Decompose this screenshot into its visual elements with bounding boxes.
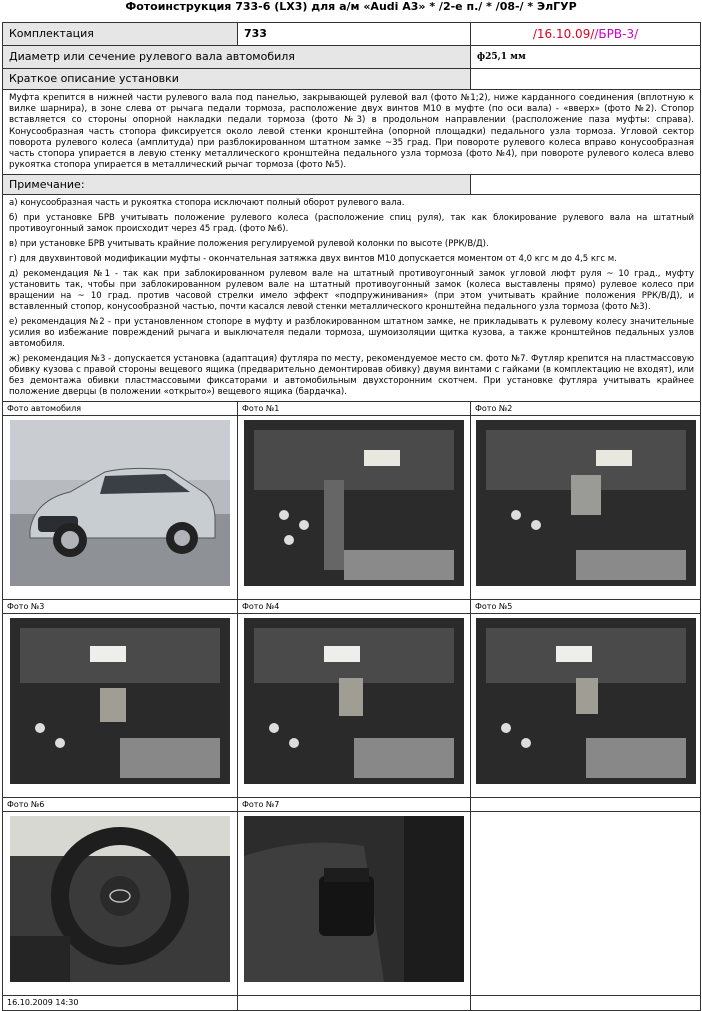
kit-row — [3, 23, 701, 46]
caption-photo-2: Фото №2 — [471, 402, 701, 416]
shaft-row — [3, 46, 701, 69]
notes-empty — [471, 175, 701, 195]
photo-7-cell — [238, 812, 471, 996]
photo-row-2 — [3, 614, 701, 798]
photo-5 — [476, 618, 696, 784]
photo-2 — [476, 420, 696, 586]
page-title: Фотоинструкция 733-6 (LX3) для а/м «Audi A3» * /2-е п./ * /08-/ * ЭлГУР — [125, 0, 577, 13]
summary-empty — [471, 69, 701, 90]
note-item: ж) рекомендация №3 - допускается установка (адаптация) футляра по месту, рекомендуемое место см. фото №7. Футляр крепится на пластмассовую обивку кузова с правой стороны вещевого ящика (предварительно демонтировав обивку) двумя винтами с гайками (в комплектацию не входят), или без демонтажа обивки пластмассовыми фиксаторами и автомобильным двухсторонним скотчем. При установке футляра учитывать крайнее положение дверцы (в положении «открыто») вещевого ящика (бардачка). — [9, 354, 694, 398]
footer-empty-1 — [238, 996, 471, 1011]
shaft-label: Диаметр или сечение рулевого вала автомобиля — [3, 46, 471, 69]
note-item: е) рекомендация №2 - при установленном стопоре в муфту и разблокированном штатном замке, не прикладывать к рулевому колесу значительные усилия во избежание повреждений рычага и выключателя педали тормоза, шумоизоляции щитка кузова, а также кронштейнов педальных узлов автомобиля. — [9, 317, 694, 350]
summary-label: Краткое описание установки — [3, 69, 471, 90]
notes-row — [3, 195, 701, 402]
car-photo — [10, 420, 230, 586]
note-item: в) при установке БРВ учитывать крайние положения регулируемой рулевой колонки по высоте (РРК/В/Д). — [9, 239, 489, 250]
caption-photo-3: Фото №3 — [3, 600, 238, 614]
photo-4 — [244, 618, 464, 784]
caption-empty — [471, 798, 701, 812]
car-photo-cell — [3, 416, 238, 600]
photo-6 — [10, 816, 230, 982]
photo-5-cell — [471, 614, 701, 798]
caption-photo-5: Фото №5 — [471, 600, 701, 614]
photo-7 — [244, 816, 464, 982]
photo-3-cell — [3, 614, 238, 798]
photo-row-3 — [3, 812, 701, 996]
note-item: д) рекомендация №1 - так как при заблокированном рулевом вале на штатный противоугонный замок угловой люфт руля ~ 10 град., муфту установить так, чтобы при заблокированном рулевом вале на штатный противоугонный замок (колеса выставлены прямо) рулевое колесо при вращении на ~ 10 град. против часовой стрелки имело эффект «подпружинивания» (при этом учитывать крайние положения РРК/В/Д), и вставленный стопор, конусообразной частью, почти касался левой стенки металлического кронштейна педального узла тормоза (фото №3). — [9, 269, 694, 313]
footer-row — [3, 996, 701, 1011]
footer-empty-2 — [471, 996, 701, 1011]
caption-photo-1: Фото №1 — [238, 402, 471, 416]
footer-timestamp: 16.10.2009 14:30 — [3, 996, 238, 1011]
caption-photo-6: Фото №6 — [3, 798, 238, 812]
kit-value: 733 — [238, 23, 471, 46]
note-item: г) для двухвинтовой модификации муфты - окончательная затяжка двух винтов М10 допускается моментом от 4,0 кгс м до 4,5 кгс м. — [9, 254, 617, 265]
caption-row-2 — [3, 600, 701, 614]
caption-car: Фото автомобиля — [3, 402, 238, 416]
description-text: Муфта крепится в нижней части рулевого вала под панелью, закрывающей рулевой вал (фото №1;2), ниже карданного соединения (вплотную к вилке шарнира), в зоне слева от рычага педали тормоза, расположение двух винтов М10 в муфте (по оси вала) - «вверх» (фото №2). Стопор вставляется со стороны опорной накладки педали тормоза (фото №3) в продольном направлении (расположение паза муфты: справа). Конусообразная часть стопора фиксируется около левой стенки кронштейна (опорной площадки) педального узла тормоза. Угловой сектор поворота рулевого колеса (амплитуда) при разблокированном штатном замке ~35 град. При повороте рулевого колеса вправо конусообразная часть стопора упирается в левую стенку металлического кронштейна педального узла тормоза (фото №4), при повороте рулевого колеса влево рукоятка стопора упирается в металлический рычаг тормоза (фото №5). — [3, 90, 701, 175]
photo-2-cell — [471, 416, 701, 600]
summary-row — [3, 69, 701, 90]
description-row — [3, 90, 701, 175]
photo-1-cell — [238, 416, 471, 600]
kit-date: /16.10.09/ — [532, 27, 595, 41]
caption-photo-7: Фото №7 — [238, 798, 471, 812]
kit-code — [471, 23, 701, 46]
notes-label: Примечание: — [3, 175, 471, 195]
photo-6-cell — [3, 812, 238, 996]
photo-4-cell — [238, 614, 471, 798]
kit-brv: /БРВ-3/ — [594, 27, 639, 41]
photo-1 — [244, 420, 464, 586]
photo-row-1 — [3, 416, 701, 600]
kit-label: Комплектация — [3, 23, 238, 46]
shaft-value: ф25,1 мм — [471, 46, 701, 69]
caption-row-3 — [3, 798, 701, 812]
notes-header-row — [3, 175, 701, 195]
caption-row-1 — [3, 402, 701, 416]
note-item: б) при установке БРВ учитывать положение рулевого колеса (расположение спиц руля), так как блокирование рулевого вала на штатный противоугонный замок происходит через 45 град. (фото №6). — [9, 213, 694, 235]
notes-list — [3, 195, 701, 402]
caption-photo-4: Фото №4 — [238, 600, 471, 614]
instruction-table — [2, 22, 701, 1011]
photo-3 — [10, 618, 230, 784]
note-item: а) конусообразная часть и рукоятка стопора исключают полный оборот рулевого вала. — [9, 198, 405, 209]
photo-empty-cell — [471, 812, 701, 996]
